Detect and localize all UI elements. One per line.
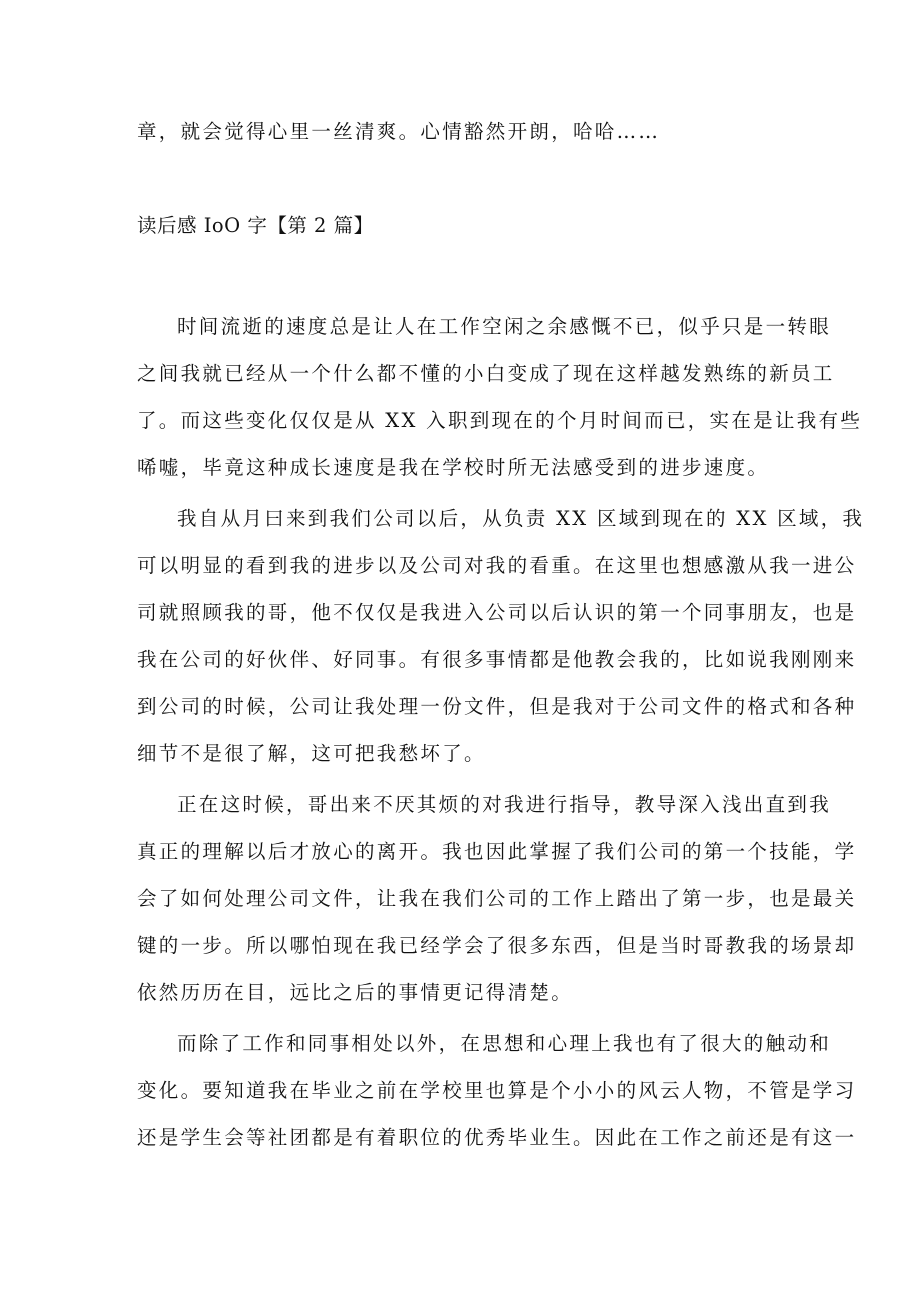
paragraph-line: 正在这时候，哥出来不厌其烦的对我进行指导，教导深入浅出直到我 <box>177 793 832 816</box>
paragraph-line: 细节不是很了解，这可把我愁坏了。 <box>137 742 486 765</box>
section-heading: 读后感 IoO 字【第 2 篇】 <box>137 214 374 237</box>
paragraph-line: 时间流逝的速度总是让人在工作空闲之余感慨不已，似乎只是一转眼 <box>177 315 832 338</box>
paragraph-line: 而除了工作和同事相处以外，在思想和心理上我也有了很大的触动和 <box>177 1032 832 1055</box>
paragraph-line: 依然历历在目，远比之后的事情更记得清楚。 <box>137 981 574 1004</box>
paragraph-line: 之间我就已经从一个什么都不懂的小白变成了现在这样越发熟练的新员工 <box>137 362 835 385</box>
paragraph-line: 到公司的时候，公司让我处理一份文件，但是我对于公司文件的格式和各种 <box>137 695 857 718</box>
paragraph-line: 真正的理解以后才放心的离开。我也因此掌握了我们公司的第一个技能，学 <box>137 840 857 863</box>
paragraph-line: 唏嘘，毕竟这种成长速度是我在学校时所无法感受到的进步速度。 <box>137 456 770 479</box>
paragraph-line: 我在公司的好伙伴、好同事。有很多事情都是他教会我的，比如说我刚刚来 <box>137 648 857 671</box>
paragraph-line: 我自从月曰来到我们公司以后，从负责 XX 区域到现在的 XX 区域，我 <box>177 507 865 530</box>
paragraph-line: 还是学生会等社团都是有着职位的优秀毕业生。因此在工作之前还是有这一 <box>137 1126 857 1149</box>
continuation-line: 章，就会觉得心里一丝清爽。心情豁然开朗，哈哈…… <box>137 120 661 143</box>
paragraph-line: 可以明显的看到我的进步以及公司对我的看重。在这里也想感激从我一进公 <box>137 554 857 577</box>
paragraph-line: 键的一步。所以哪怕现在我已经学会了很多东西，但是当时哥教我的场景却 <box>137 934 857 957</box>
paragraph-line: 司就照顾我的哥，他不仅仅是我进入公司以后认识的第一个同事朋友，也是 <box>137 601 857 624</box>
paragraph-line: 会了如何处理公司文件，让我在我们公司的工作上踏出了第一步，也是最关 <box>137 887 857 910</box>
paragraph-line: 了。而这些变化仅仅是从 XX 入职到现在的个月时间而已，实在是让我有些 <box>137 409 863 432</box>
paragraph-line: 变化。要知道我在毕业之前在学校里也算是个小小的风云人物，不管是学习 <box>137 1079 857 1102</box>
